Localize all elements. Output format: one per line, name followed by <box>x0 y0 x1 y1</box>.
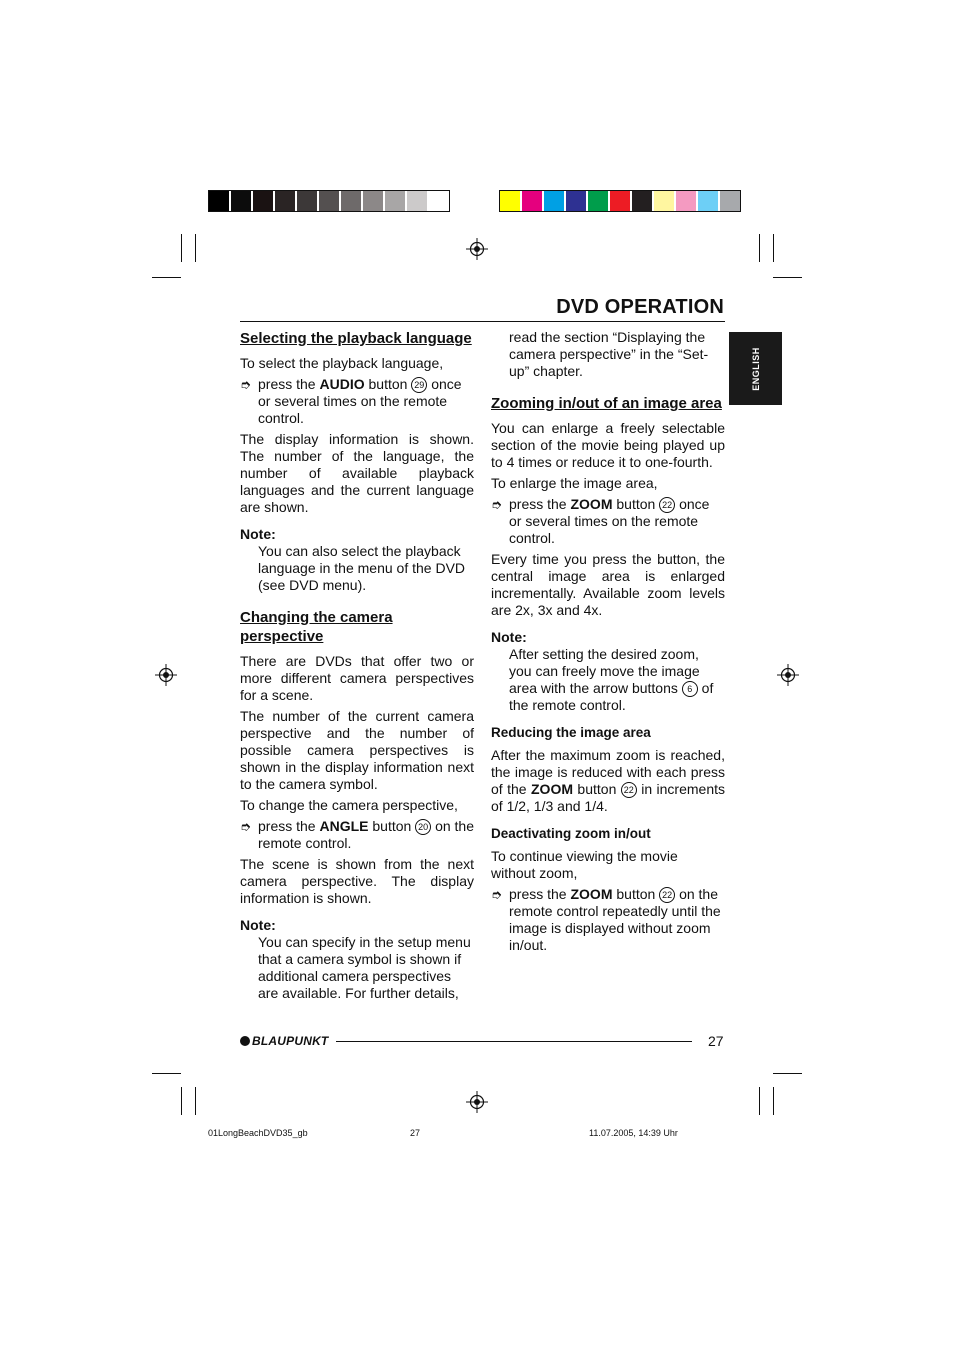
brand-logo: BLAUPUNKT <box>240 1034 328 1048</box>
key-name: AUDIO <box>319 375 365 392</box>
section-heading: Selecting the playback language <box>240 330 472 347</box>
subheading: Deactivating zoom in/out <box>491 825 651 841</box>
note-text: You can also select the playback language in the menu of the DVD (see DVD menu). <box>258 542 466 593</box>
crop-mark <box>759 1087 760 1115</box>
key-name: ZOOM <box>570 885 613 902</box>
arrow-right-icon: ➮ <box>240 376 251 392</box>
note-continuation: read the section “Displaying the camera perspective” in the “Set-up” chapter. <box>509 329 709 379</box>
color-swatch <box>544 191 566 211</box>
grayscale-color-bar <box>208 190 450 212</box>
color-swatch <box>319 191 341 211</box>
language-tab-label: ENGLISH <box>750 346 761 391</box>
crop-mark <box>773 1087 774 1115</box>
arrow-right-icon: ➮ <box>491 496 502 512</box>
slug-filename: 01LongBeachDVD35_gb <box>208 1128 308 1138</box>
arrow-right-icon: ➮ <box>240 818 251 834</box>
color-swatch <box>275 191 297 211</box>
crop-mark <box>195 1087 196 1115</box>
instruction-step: ➮ press the ZOOM button 22 on the remote control repeatedly until the image is displayed without zoom in/out. <box>491 885 721 953</box>
button-number: 6 <box>682 681 698 697</box>
paragraph: To continue viewing the movie without zoom, <box>491 847 678 881</box>
color-swatch <box>632 191 654 211</box>
slug-date: 11.07.2005, 14:39 Uhr <box>589 1128 678 1138</box>
button-number: 20 <box>415 819 431 835</box>
crop-mark <box>181 1087 182 1115</box>
paragraph: The scene is shown from the next camera perspective. The display information is shown. <box>240 855 474 906</box>
color-swatch <box>588 191 610 211</box>
logo-dot-icon <box>240 1036 250 1046</box>
crop-mark <box>759 234 760 262</box>
color-swatch <box>231 191 253 211</box>
slug-page: 27 <box>410 1128 421 1138</box>
registration-mark-icon <box>777 664 799 686</box>
paragraph: To select the playback language, <box>240 354 444 371</box>
instruction-step: ➮ press the ANGLE button 20 on the remote control. <box>240 817 475 851</box>
color-swatch <box>407 191 429 211</box>
page-number: 27 <box>708 1033 724 1049</box>
crop-mark <box>195 234 196 262</box>
crop-mark <box>773 234 774 262</box>
crop-mark <box>773 1073 802 1074</box>
button-number: 22 <box>659 887 675 903</box>
registration-mark-icon <box>466 1091 488 1113</box>
note-label: Note: <box>240 916 276 933</box>
key-name: ANGLE <box>319 817 369 834</box>
paragraph: The display information is shown. The number of the language, the number of available playback languages and the current language are shown. <box>240 430 474 515</box>
color-swatch <box>654 191 676 211</box>
color-swatch <box>698 191 720 211</box>
process-color-bar <box>499 190 741 212</box>
paragraph: The number of the current camera perspective and the number of possible camera perspectives is shown in the display information next to the camera symbol. <box>240 707 474 792</box>
button-number: 29 <box>411 377 427 393</box>
note-text: After setting the desired zoom, you can freely move the image area with the arrow buttons 6 of the remote control. <box>509 645 714 713</box>
paragraph: To change the camera perspective, <box>240 796 458 813</box>
registration-mark-icon <box>466 238 488 260</box>
color-swatch <box>429 191 449 211</box>
button-number: 22 <box>659 497 675 513</box>
key-name: ZOOM <box>531 780 573 797</box>
color-swatch <box>253 191 275 211</box>
color-swatch <box>209 191 231 211</box>
subheading: Reducing the image area <box>491 724 651 740</box>
color-swatch <box>363 191 385 211</box>
color-swatch <box>341 191 363 211</box>
section-heading: Zooming in/out of an image area <box>491 395 722 412</box>
crop-mark <box>181 234 182 262</box>
color-swatch <box>500 191 522 211</box>
note-label: Note: <box>240 525 276 542</box>
right-column <box>491 329 725 958</box>
paragraph: There are DVDs that offer two or more different camera perspectives for a scene. <box>240 652 474 703</box>
footer-rule <box>336 1041 692 1042</box>
title-rule <box>240 321 725 322</box>
color-swatch <box>385 191 407 211</box>
paragraph: Every time you press the button, the central image area is enlarged incrementally. Available zoom levels are 2x, 3x and 4x. <box>491 550 725 618</box>
color-swatch <box>610 191 632 211</box>
left-column <box>240 329 474 1006</box>
crop-mark <box>773 277 802 278</box>
instruction-step: ➮ press the ZOOM button 22 once or several times on the remote control. <box>491 495 710 546</box>
color-swatch <box>566 191 588 211</box>
crop-mark <box>152 1073 181 1074</box>
page-title: DVD OPERATION <box>556 296 724 318</box>
note-text: You can specify in the setup menu that a camera symbol is shown if additional camera perspectives are available. For further details, <box>258 933 471 1001</box>
color-swatch <box>720 191 740 211</box>
color-swatch <box>676 191 698 211</box>
color-swatch <box>522 191 544 211</box>
paragraph: You can enlarge a freely selectable section of the movie being played up to 4 times or reduce it to one-fourth. <box>491 419 725 470</box>
paragraph: To enlarge the image area, <box>491 474 658 491</box>
button-number: 22 <box>621 782 637 798</box>
key-name: ZOOM <box>570 495 613 512</box>
instruction-step: ➮ press the AUDIO button 29 once or several times on the remote control. <box>240 375 462 426</box>
section-heading: Changing the camera perspective <box>240 608 393 645</box>
language-tab <box>729 332 782 405</box>
arrow-right-icon: ➮ <box>491 886 502 902</box>
paragraph: After the maximum zoom is reached, the image is reduced with each press of the ZOOM button 22 in increments of 1/2, 1/3 and 1/4. <box>491 746 725 814</box>
registration-mark-icon <box>155 664 177 686</box>
note-label: Note: <box>491 628 527 645</box>
color-swatch <box>297 191 319 211</box>
crop-mark <box>152 277 181 278</box>
